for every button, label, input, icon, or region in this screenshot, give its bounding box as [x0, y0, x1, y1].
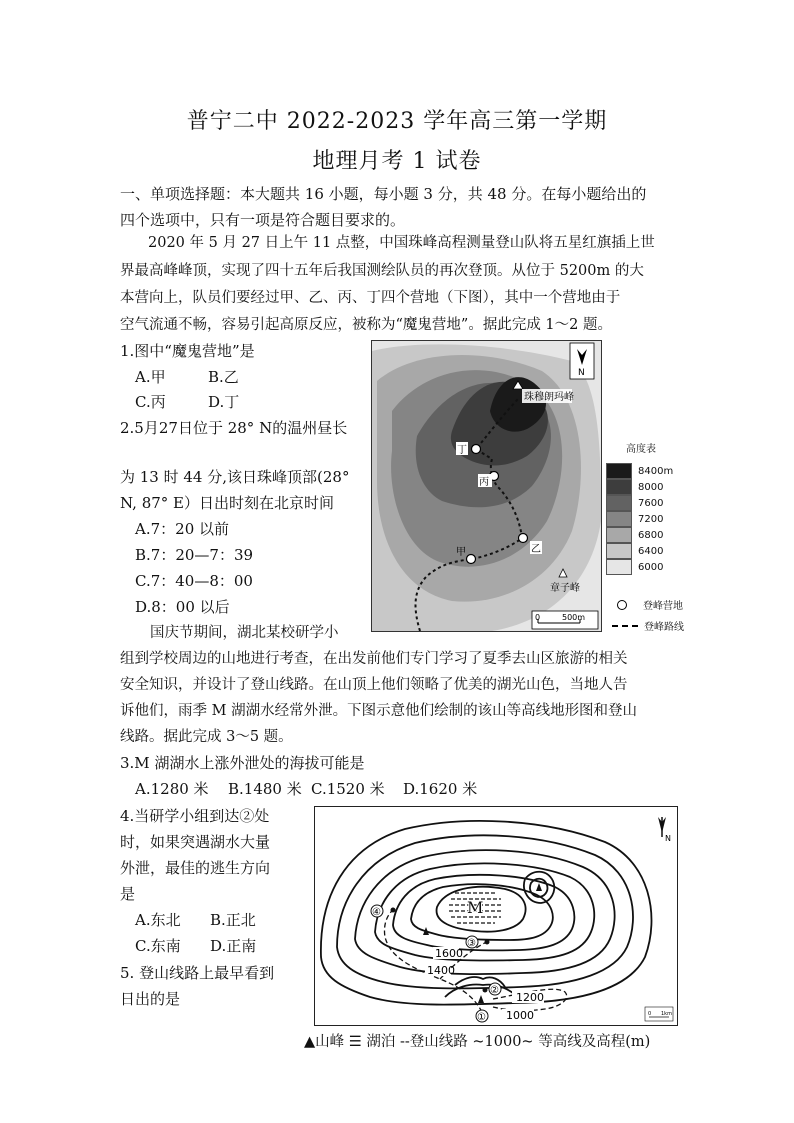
legend-row — [606, 479, 696, 495]
exam-title-line2: 地理月考 1 试卷 — [312, 149, 482, 174]
legend-swatch — [606, 511, 632, 527]
legend-row — [606, 543, 696, 559]
legend-rows — [606, 463, 696, 575]
exam-title-line1: 普宁二中 2022-2023 学年高三第一学期 — [186, 109, 608, 134]
passage2-line4: 诉他们，雨季 M 湖湖水经常外泄。下图示意他们绘制的该山等高线地形图和登山 — [120, 703, 638, 719]
map1-north-label: N — [578, 368, 585, 378]
question2-stem-line2: 为 13 时 44 分,该日珠峰顶部(28° — [120, 468, 350, 486]
route-point-1: ① — [477, 1012, 486, 1023]
q3-option-d[interactable]: D.1620 米 — [403, 780, 478, 798]
legend-label: 6800 — [638, 529, 664, 541]
lake-m — [449, 893, 503, 923]
q3-option-c[interactable]: C.1520 米 — [311, 780, 385, 798]
zhangzi-peak-label: 章子峰 — [550, 583, 580, 594]
legend-swatch — [606, 527, 632, 543]
map2-scale-zero: 0 — [648, 1011, 652, 1017]
everest-topographic-map — [371, 340, 602, 632]
legend-label: 6000 — [638, 561, 664, 573]
map2-scale-label: 1km — [661, 1011, 672, 1017]
section-instruction-line1: 一、单项选择题：本大题共 16 小题，每小题 3 分，共 48 分。在每小题给出的 — [120, 185, 647, 203]
q4-option-d[interactable]: D.正南 — [210, 937, 257, 955]
q2-option-b[interactable]: B.7：20—7：39 — [135, 546, 254, 564]
passage2-line1: 国庆节期间，湖北某校研学小 — [150, 625, 339, 641]
contour-label-1200: 1200 — [516, 991, 544, 1004]
route-legend-icon — [612, 625, 638, 627]
passage2-line3: 安全知识，并设计了登山线路。在山顶上他们领略了优美的湖光山色，当地人告 — [120, 677, 628, 693]
q4-option-b[interactable]: B.正北 — [210, 911, 256, 929]
legend-label: 8400m — [638, 465, 674, 477]
hiking-route — [384, 910, 482, 1012]
q3-option-a[interactable]: A.1280 米 — [135, 780, 209, 798]
legend-swatch — [606, 559, 632, 575]
map2-north-label: N — [665, 834, 671, 843]
passage2-line5: 线路。据此完成 3～5 题。 — [120, 729, 293, 745]
passage1-line3: 本营向上，队员们要经过甲、乙、丙、丁四个营地（下图），其中一个营地由于 — [120, 290, 621, 306]
passage1-line4: 空气流通不畅，容易引起高原反应，被称为“魔鬼营地”。据此完成 1～2 题。 — [120, 317, 612, 333]
q1-option-c[interactable]: C.丙 — [135, 393, 166, 411]
legend-label: 7200 — [638, 513, 664, 525]
route-point-3: ③ — [467, 938, 476, 949]
contour-label-1000: 1000 — [506, 1009, 534, 1022]
route-point-4: ④ — [372, 907, 381, 918]
camp-bing-label: 丙 — [479, 477, 489, 488]
question4-stem-line2: 时，如果突遇湖水大量 — [120, 833, 271, 851]
camp-jia-marker — [467, 555, 476, 564]
map1-scale-label: 500m — [562, 613, 586, 622]
q1-option-b[interactable]: B.乙 — [208, 368, 239, 386]
everest-map-svg — [372, 341, 601, 631]
section-instruction-line2: 四个选项中，只有一项是符合题目要求的。 — [120, 211, 406, 229]
map1-scale-zero: 0 — [535, 613, 541, 622]
peak-east-icon — [536, 883, 542, 891]
q3-option-b[interactable]: B.1480 米 — [228, 780, 302, 798]
q4-option-a[interactable]: A.东北 — [135, 911, 181, 929]
question4-stem-line1: 4.当研学小组到达②处 — [120, 807, 270, 825]
legend-camp-label: 登峰营地 — [643, 601, 683, 612]
legend-title: 高度表 — [626, 444, 656, 455]
passage2-line2: 组到学校周边的山地进行考查，在出发前他们专门学习了夏季去山区旅游的相关 — [120, 651, 628, 667]
question2-stem-line1: 2.5月27日位于 28° N的温州昼长 — [120, 419, 348, 437]
contour-map-caption: ▲山峰 ☰ 湖泊 --登山线路 ~1000~ 等高线及高程(m) — [304, 1034, 651, 1050]
contour-label-1600: 1600 — [435, 947, 463, 960]
legend-label: 6400 — [638, 545, 664, 557]
legend-label: 7600 — [638, 497, 664, 509]
question4-stem-line4: 是 — [120, 885, 136, 903]
q1-option-a[interactable]: A.甲 — [135, 368, 166, 386]
legend-row — [606, 527, 696, 543]
question2-stem-line3: N, 87° E）日出时刻在北京时间 — [120, 494, 335, 512]
passage1-line1: 2020 年 5 月 27 日上午 11 点整，中国珠峰高程测量登山队将五星红旗插上世 — [148, 235, 655, 251]
lake-m-label: M — [467, 898, 484, 917]
peak-south-icon — [478, 995, 484, 1003]
q2-option-d[interactable]: D.8：00 以后 — [135, 598, 230, 616]
question4-stem-line3: 外泄，最佳的逃生方向 — [120, 859, 271, 877]
legend-row — [606, 511, 696, 527]
legend-row — [606, 463, 696, 479]
passage1-line2: 界最高峰峰顶，实现了四十五年后我国测绘队员的再次登顶。从位于 5200m 的大 — [120, 263, 644, 279]
legend-row — [606, 559, 696, 575]
q2-option-c[interactable]: C.7：40—8：00 — [135, 572, 253, 590]
camp-ding-label: 丁 — [457, 445, 467, 456]
legend-swatch — [606, 495, 632, 511]
camp-yi-label: 乙 — [531, 544, 541, 555]
question3-stem: 3.M 湖湖水上涨外泄处的海拔可能是 — [120, 754, 365, 772]
legend-swatch — [606, 479, 632, 495]
legend-label: 8000 — [638, 481, 664, 493]
q4-option-c[interactable]: C.东南 — [135, 937, 181, 955]
q2-option-a[interactable]: A.7：20 以前 — [135, 520, 229, 538]
contour-topographic-map — [314, 806, 678, 1026]
legend-route-row — [612, 618, 684, 633]
camp-legend-icon — [617, 600, 627, 610]
question5-stem-line2: 日出的是 — [120, 990, 181, 1008]
q1-option-d[interactable]: D.丁 — [208, 393, 240, 411]
legend-camp-row — [612, 597, 683, 612]
contour-map-svg — [315, 807, 677, 1025]
legend-route-label: 登峰路线 — [644, 622, 684, 633]
question5-stem-line1: 5. 登山线路上最早看到 — [120, 964, 275, 982]
camp-jia-label: 甲 — [456, 547, 466, 558]
contour-label-1400: 1400 — [427, 964, 455, 977]
legend-swatch — [606, 543, 632, 559]
camp-ding-marker — [472, 445, 481, 454]
route-point-2: ② — [490, 985, 499, 996]
legend-row — [606, 495, 696, 511]
camp-yi-marker — [519, 534, 528, 543]
legend-swatch — [606, 463, 632, 479]
question1-stem: 1.图中“魔鬼营地”是 — [120, 342, 255, 360]
everest-peak-label: 珠穆朗玛峰 — [524, 392, 574, 403]
